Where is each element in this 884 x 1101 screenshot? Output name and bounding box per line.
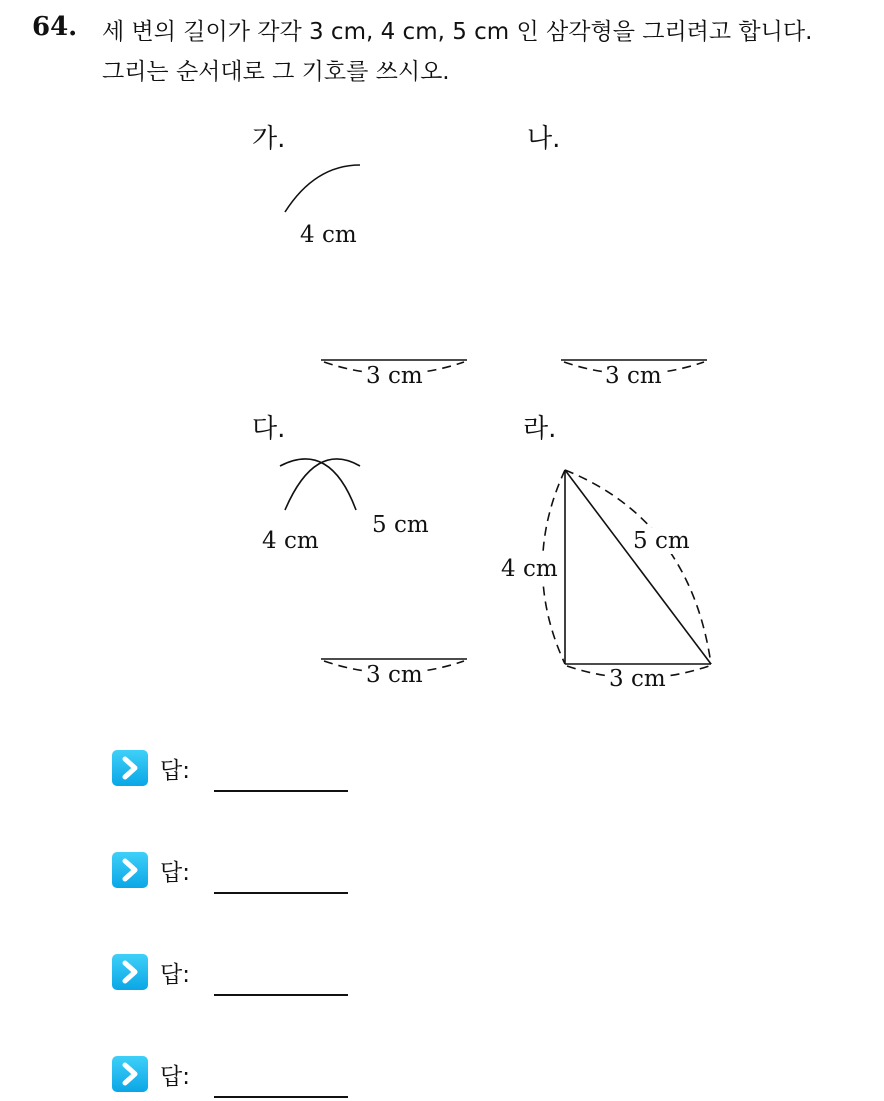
answer-blank[interactable]: [214, 994, 348, 996]
answer-label: 답:: [160, 758, 190, 784]
da-arc1-label: 4 cm: [262, 528, 319, 554]
ra-hyp-label: 5 cm: [633, 528, 690, 554]
da-arc-right: [280, 459, 356, 510]
chevron-right-icon: [112, 852, 148, 888]
ga-base-label: 3 cm: [366, 363, 423, 389]
panel-label-ga: 가.: [252, 124, 286, 154]
ga-arc: [285, 165, 360, 212]
chevron-right-icon: [112, 750, 148, 786]
chevron-right-icon: [112, 1056, 148, 1092]
ra-left-label: 4 cm: [501, 556, 558, 582]
question-number: 64.: [32, 12, 78, 42]
answer-blank[interactable]: [214, 1096, 348, 1098]
na-base-label: 3 cm: [605, 363, 662, 389]
answer-blank[interactable]: [214, 892, 348, 894]
ga-arc-label: 4 cm: [300, 222, 357, 248]
answer-blank[interactable]: [214, 790, 348, 792]
question-text: 세 변의 길이가 각각 3 cm, 4 cm, 5 cm 인 삼각형을 그리려고 합니다. 그리는 순서대로 그 기호를 쓰시오.: [102, 19, 813, 85]
da-base-label: 3 cm: [366, 662, 423, 688]
answer-label: 답:: [160, 1064, 190, 1090]
answer-label: 답:: [160, 962, 190, 988]
panel-label-na: 나.: [527, 124, 561, 154]
chevron-right-icon: [112, 954, 148, 990]
panel-label-ra: 라.: [523, 414, 557, 444]
panel-label-da: 다.: [252, 414, 286, 444]
ra-hypotenuse: [565, 470, 711, 664]
da-arc2-label: 5 cm: [372, 512, 429, 538]
ra-base-label: 3 cm: [609, 666, 666, 692]
answer-label: 답:: [160, 860, 190, 886]
da-arc-left: [285, 459, 360, 510]
